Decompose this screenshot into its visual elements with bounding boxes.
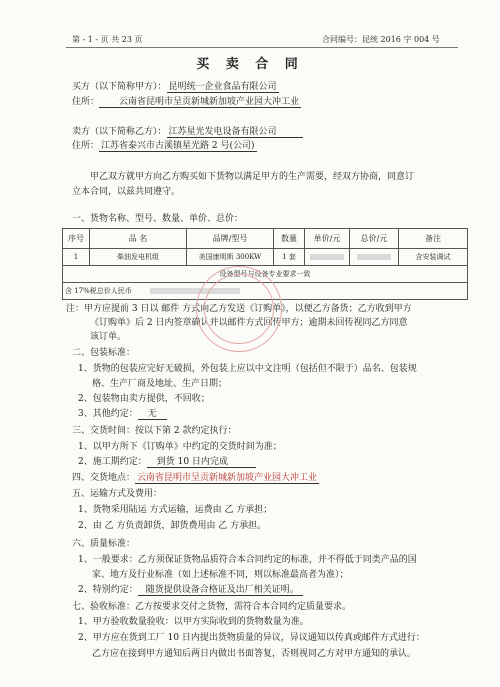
contract-number: 合同编号：昆统 2016 字 004 号 [322,35,440,44]
redacted-total-price [350,249,399,266]
redaction-mark [310,254,344,260]
delivery-item-1: 1、以甲方所下《订购单》中约定的交货时间为准； [78,442,282,452]
spec-cell: 设备型号与设备专业要求一致 [63,266,468,283]
buyer-line [72,82,279,93]
seller-label: 卖方（以下简称乙方）： [72,127,167,137]
transport-item-2: 2、由 乙 方负责卸货，卸货费用由 乙 方承担。 [78,521,267,531]
goods-table-header [63,229,468,249]
col-header: 总价/元 [350,229,399,249]
quality-item-1: 1、一般要求：乙方须保证货物品质符合本合同约定的标准，并不得低于同类产品的国 [78,555,417,565]
delivery-place-label: 四、交货地点： [72,473,136,483]
section-3-title: 三、交货时间：按以下第 2 款约定执行： [72,426,237,436]
col-header: 备注 [399,229,468,249]
intro-line-2: 立本合同，以兹共同遵守。 [72,187,181,197]
company-seal-inner [204,274,274,344]
seller-line [72,127,303,138]
section-7-title: 七、验收标准：乙方按要求交付之货物，需符合本合同约定质量要求。 [72,602,352,612]
col-header: 序号 [63,229,90,249]
acceptance-item-2-cont: 乙方应在接到甲方通知后两日内做出书面答复，否则视同乙方对甲方通知的承认。 [92,649,417,659]
col-header: 品 名 [90,229,187,249]
section-5-title: 五、运输方式及费用： [72,489,163,499]
packaging-other-value: 无 [138,409,167,420]
seller-name: 江苏星光发电设备有限公司 [167,127,303,138]
table-row [63,249,468,266]
note-line-1: 注：甲方应提前 3 日以 邮件 方式向乙方发送《订购单》，以便乙方备货；乙方收到甲方 [66,304,412,314]
redaction-mark [357,254,391,260]
acceptance-item-1: 1、甲方验收数量验收：以甲方实际收到的货物数量为准。 [78,617,309,627]
packaging-item-1: 1、货物的包装应完好无破损，外包装上应以中文注明（包括但不限于）品名、包装规 [78,364,417,374]
packaging-item-1-cont: 格、生产厂商及地址、生产日期； [92,379,228,389]
transport-item-1: 1、货物采用陆运 方式运输，运费由 乙 方承担； [78,505,273,515]
quality-item-2 [78,585,303,596]
table-cell: 柴油发电机组 [90,249,187,266]
packaging-item-2: 2、包装物由卖方提供，不回收； [78,394,210,404]
seller-address: 江苏省泰兴市古溪镇星光路 2 号(公司) [101,141,255,151]
note-line-2: 《订购单》后 2 日内签章确认并以邮件方式回传甲方；逾期未回传视同乙方同意 [90,318,408,328]
table-cell: 1 [63,249,90,266]
section-1-title: 一、货物名称、型号、数量、单价、总价： [72,214,244,224]
buyer-address: 云南省昆明市呈贡新城新加坡产业园大冲工业 [99,97,301,108]
packaging-item-3 [78,409,167,420]
table-cell: 美国康明斯 300KW [187,249,274,266]
buyer-name: 昆明统一企业食品有限公司 [168,82,277,92]
buyer-address-label: 住所： [72,97,100,107]
section-4-line [72,473,319,484]
table-cell: 1 套 [274,249,305,266]
page-counter: 第 - 1 - 页 共 23 页 [72,35,143,44]
col-header: 单价/元 [305,229,350,249]
col-header: 品牌/型号 [187,229,274,249]
quality-item-1-cont: 家、地方及行业标准（如上述标准不同，则以标准最高者为准）； [92,570,349,580]
delivery-place-value: 云南省昆明市呈贡新城新加坡产业园大冲工业 [137,473,318,483]
col-header: 数量 [274,229,305,249]
quality-special-label: 2、特别约定： [78,585,138,595]
seller-address-line [72,141,257,152]
delivery-item-2 [78,457,256,468]
intro-line-1: 甲乙双方就甲方向乙方购买如下货物以满足甲方的生产需要，经双方协商，同意订 [90,172,415,182]
redacted-unit-price [305,249,350,266]
packaging-other-label: 3、其他约定： [78,409,138,419]
acceptance-item-2: 2、甲方应在货到工厂 10 日内提出货物质量的异议，异议通知以传真或邮件方式进行： [78,633,425,643]
buyer-address-line [72,97,301,108]
buyer-label: 买方（以下简称甲方）： [72,82,167,92]
header-divider [66,47,458,48]
quality-special-value: 随货提供设备合格证及出厂相关证明。 [138,585,303,596]
table-cell: 含安装调试 [399,249,468,266]
total-label: 含 17%税总价人民币 [65,287,132,295]
section-2-title: 二、包装标准： [72,348,136,358]
note-line-3: 该订单。 [90,332,127,342]
seller-address-label: 住所： [72,141,100,151]
section-6-title: 六、质量标准： [72,539,136,549]
construction-value: 到货 10 日内完成 [147,457,256,468]
construction-label: 2、施工期约定： [78,457,147,467]
contract-title: 买 卖 合 同 [196,57,304,72]
